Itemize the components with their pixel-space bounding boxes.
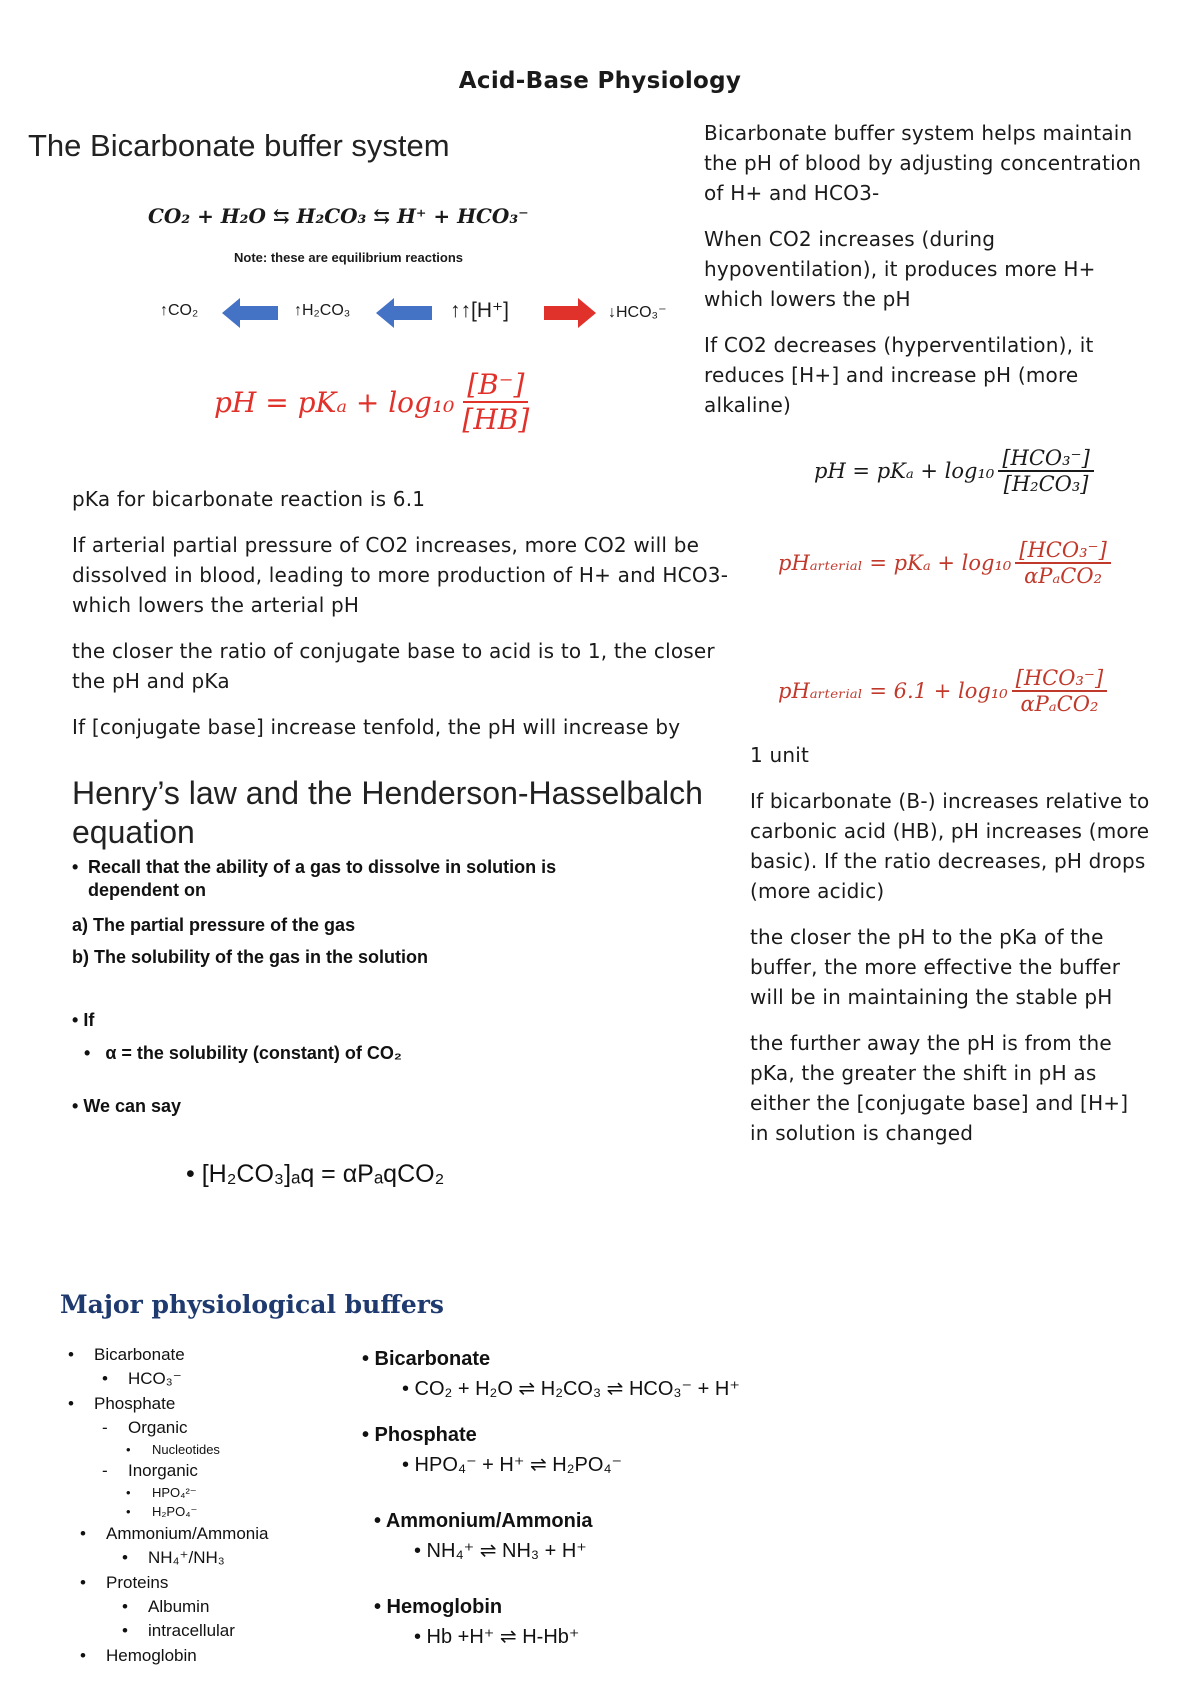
buffer-list-item: [68, 1595, 368, 1619]
right-eq-1-num: [HCO₃⁻]: [998, 446, 1094, 472]
buffer-reaction-block: [362, 1344, 782, 1404]
buffer-list-text: Hemoglobin: [106, 1646, 197, 1665]
note-paragraph: If bicarbonate (B-) increases relative to carbonic acid (HB), pH increases (more basic). If the ratio decreases, pH drops (more acidic): [750, 789, 1150, 903]
buffer-reaction: • CO₂ + H₂O ⇌ H₂CO₃ ⇌ HCO₃⁻ + H⁺: [402, 1378, 740, 1400]
buffer-list-item: [68, 1459, 368, 1483]
buffer-list-text: Inorganic: [128, 1461, 198, 1480]
henderson-hasselbalch-equation: [214, 368, 533, 436]
item-b: b) The solubility of the gas in the solution: [72, 947, 428, 967]
note-paragraph: the closer the ratio of conjugate base to acid is to 1, the closer the pH and pKa: [72, 639, 715, 693]
buffer-reaction-block: [362, 1420, 782, 1480]
buffer-reaction-block: [374, 1506, 794, 1566]
slide1-heading: The Bicarbonate buffer system: [28, 128, 450, 163]
right-mid-notes: [750, 740, 1150, 1148]
buffer-list-text: Organic: [128, 1418, 188, 1437]
note-paragraph: the further away the pH is from the pKa, the greater the shift in pH as either the [conjugate base] and [H+] in solution is changed: [750, 1031, 1129, 1145]
buffer-list-text: Albumin: [148, 1597, 210, 1616]
item-a: a) The partial pressure of the gas: [72, 915, 356, 935]
arrow-label-h2co3: ↑H₂CO₃: [294, 302, 351, 319]
note-paragraph: 1 unit: [750, 743, 810, 767]
right-top-notes: [704, 118, 1144, 436]
bullet-marker: •: [68, 1345, 74, 1364]
bullet-marker: •: [126, 1485, 131, 1500]
right-eq-1-left: pH = pKₐ + log₁₀: [814, 459, 995, 483]
buffer-list-text: HCO₃⁻: [128, 1369, 182, 1388]
bullet-marker: •: [68, 1394, 74, 1413]
buffer-list-item: [68, 1643, 368, 1668]
right-eq-2-den: αPₐCO₂: [1024, 564, 1102, 588]
note-paragraph: If CO2 decreases (hyperventilation), it reduces [H+] and increase pH (more alkaline): [704, 333, 1094, 417]
buffer-reaction: • Hb +H⁺ ⇌ H-Hb⁺: [414, 1626, 580, 1648]
right-eq-3-den: αPₐCO₂: [1020, 692, 1099, 716]
left-blue-arrow-icon: [376, 298, 432, 328]
buffer-reaction-block: [374, 1592, 794, 1652]
note-paragraph: When CO2 increases (during hypoventilation), it produces more H+ which lowers the pH: [704, 227, 1096, 311]
right-eq-2-left: pHₐᵣₜₑᵣᵢₐₗ = pKₐ + log₁₀: [778, 551, 1012, 575]
buffer-list-text: NH₄⁺/NH₃: [148, 1548, 225, 1567]
left-blue-arrow-icon: [222, 298, 278, 328]
bullet-recall: • Recall that the ability of a gas to dissolve in solution is dependent on: [72, 857, 557, 900]
bullet-marker: •: [122, 1597, 128, 1616]
buffer-list-item: [68, 1391, 368, 1416]
buffer-list-text: H₂PO₄⁻: [152, 1504, 198, 1519]
arrow-row: [160, 296, 680, 336]
right-eq-3: [778, 666, 1107, 716]
buffer-list-text: Proteins: [106, 1573, 169, 1592]
left-mid-notes: [72, 484, 752, 742]
bullet-alpha-text: α = the solubility (constant) of CO₂: [105, 1043, 402, 1063]
bullet-marker: •: [80, 1573, 86, 1592]
right-eq-1: [814, 446, 1094, 496]
right-eq-1-den: [H₂CO₃]: [1003, 472, 1089, 496]
buffer-name: • Bicarbonate: [362, 1348, 491, 1370]
bullet-marker: •: [80, 1524, 86, 1543]
note-paragraph: the closer the pH to the pKa of the buffer, the more effective the buffer will be in maintaining the stable pH: [750, 925, 1121, 1009]
buffer-list-text: Bicarbonate: [94, 1345, 185, 1364]
bullet-marker: •: [126, 1504, 131, 1519]
page-title: Acid-Base Physiology: [458, 68, 742, 94]
hh-numerator: [B⁻]: [463, 368, 528, 403]
note-paragraph: Bicarbonate buffer system helps maintain the pH of blood by adjusting concentration of H+ and HCO3-: [704, 121, 1142, 205]
bullet-we-can-say-text: We can say: [83, 1096, 182, 1116]
bullet-if: • If: [72, 1010, 95, 1030]
buffer-list-item: [68, 1502, 368, 1521]
bullet-marker: •: [122, 1621, 128, 1640]
buffer-list-text: Phosphate: [94, 1394, 176, 1413]
note-paragraph: If arterial partial pressure of CO2 increases, more CO2 will be dissolved in blood, leading to more production of H+ and HCO3- which lowers the arterial pH: [72, 533, 729, 617]
arrow-label-h: ↑↑[H⁺]: [450, 299, 509, 322]
buffer-list-item: [68, 1619, 368, 1643]
buffer-reaction: • HPO₄⁻ + H⁺ ⇌ H₂PO₄⁻: [402, 1454, 623, 1476]
note-paragraph: pKa for bicarbonate reaction is 6.1: [72, 487, 426, 511]
buffer-list-item: [68, 1440, 368, 1459]
hh-left: pH = pKₐ + log₁₀: [214, 385, 455, 419]
buffer-list-item: [68, 1570, 368, 1595]
bullet-marker: -: [102, 1461, 108, 1480]
slide3-heading: Major physiological buffers: [60, 1290, 444, 1319]
buffer-name: • Ammonium/Ammonia: [374, 1510, 593, 1532]
buffer-list-text: HPO₄²⁻: [152, 1485, 197, 1500]
right-eq-3-left: pHₐᵣₜₑᵣᵢₐₗ = 6.1 + log₁₀: [778, 679, 1008, 703]
hh-denominator: [HB]: [462, 403, 530, 436]
right-eq-2: [778, 538, 1111, 588]
bullet-if-text: If: [83, 1010, 95, 1030]
buffer-list-item: [68, 1546, 368, 1570]
right-eq-2-num: [HCO₃⁻]: [1015, 538, 1111, 564]
bullet-alpha: • α = the solubility (constant) of CO₂: [84, 1043, 402, 1063]
bullet-marker: •: [80, 1646, 86, 1665]
right-red-arrow-icon: [544, 298, 596, 328]
arrow-label-hco3: ↓HCO₃⁻: [608, 304, 667, 321]
note-paragraph: If [conjugate base] increase tenfold, the pH will increase by: [72, 715, 681, 739]
bullet-marker: •: [126, 1442, 131, 1457]
buffer-list-item: [68, 1367, 368, 1391]
buffer-list-item: [68, 1521, 368, 1546]
buffer-name: • Hemoglobin: [374, 1596, 503, 1618]
buffer-list-item: [68, 1342, 368, 1367]
buffer-name: • Phosphate: [362, 1424, 477, 1446]
buffer-list-text: Ammonium/Ammonia: [106, 1524, 269, 1543]
bullet-marker: •: [122, 1548, 128, 1567]
henry-formula-text: [H₂CO₃]ₐq = αPₐqCO₂: [201, 1160, 445, 1188]
buffers-left-list: [68, 1342, 368, 1668]
buffer-list-item: [68, 1483, 368, 1502]
bullet-marker: •: [102, 1369, 108, 1388]
bullet-recall-text: Recall that the ability of a gas to dissolve in solution is dependent on: [88, 857, 557, 900]
bicarbonate-equation: CO₂ + H₂O ⇆ H₂CO₃ ⇆ H⁺ + HCO₃⁻: [148, 204, 529, 228]
slide2-heading: Henry’s law and the Henderson-Hasselbalch equation: [72, 775, 703, 850]
buffer-reaction: • NH₄⁺ ⇌ NH₃ + H⁺: [414, 1540, 587, 1562]
buffer-list-text: Nucleotides: [152, 1442, 220, 1457]
buffer-list-item: [68, 1416, 368, 1440]
arrow-label-co2: ↑CO₂: [160, 302, 199, 319]
bullet-marker: -: [102, 1418, 108, 1437]
buffer-list-text: intracellular: [148, 1621, 235, 1640]
equilibrium-note: Note: these are equilibrium reactions: [234, 250, 464, 265]
right-eq-3-num: [HCO₃⁻]: [1012, 666, 1108, 692]
bullet-we-can-say: • We can say: [72, 1096, 182, 1116]
henry-formula: • [H₂CO₃]ₐq = αPₐqCO₂: [186, 1160, 445, 1188]
slide2-bullets: [72, 856, 592, 1117]
